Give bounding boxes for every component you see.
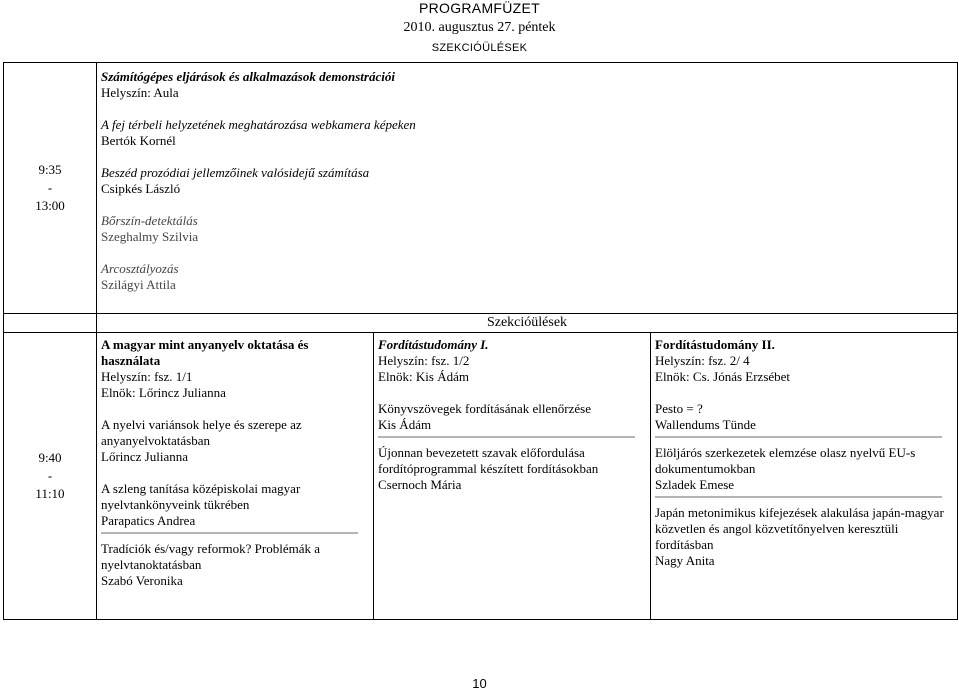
block1-time-start: 9:35 [38, 162, 62, 177]
page-number: 10 [472, 676, 487, 691]
session2-talk-author: Kis Ádám [378, 417, 432, 432]
sessions-heading: Szekcióülések [97, 314, 958, 333]
session3-divider [655, 436, 942, 439]
session2-divider [378, 436, 635, 439]
demo-session-cell [97, 63, 958, 314]
session2-talk-author: Csernoch Mária [378, 477, 462, 492]
session1-talk-author: Lőrincz Julianna [101, 449, 188, 464]
session1-title: A magyar mint anyanyelv oktatása és használata [101, 337, 309, 368]
session3-title: Fordítástudomány II. [655, 337, 775, 352]
session2-chair: Elnök: Kis Ádám [378, 369, 469, 384]
block1-row [4, 63, 958, 314]
session1-talk-author: Parapatics Andrea [101, 513, 196, 528]
session3-talk-author: Szladek Emese [655, 477, 735, 492]
block1-time-end: 13:00 [35, 198, 65, 213]
session3-location: Helyszín: fsz. 2/ 4 [655, 353, 750, 368]
session3-talk-author: Wallendums Tünde [655, 417, 756, 432]
session1-chair: Elnök: Lőrincz Julianna [101, 385, 226, 400]
block1-time [4, 63, 97, 314]
demo-talk-title: Bőrszín-detektálás [101, 213, 198, 228]
demo-talk-title: A fej térbeli helyzetének meghatározása webkamera képeken [101, 117, 416, 132]
sessions-heading-row [4, 314, 958, 333]
session1-talk-title: A nyelvi variánsok helye és szerepe az anyanyelvoktatásban [101, 417, 302, 448]
section-label: SZEKCIÓÜLÉSEK [431, 42, 528, 54]
demo-talk-author: Szilágyi Attila [101, 277, 176, 292]
session1-divider [101, 532, 358, 535]
session-col-2 [374, 333, 651, 620]
session2-talk-title: Újonnan bevezetett szavak előfordulása fordítóprogrammal készített fordításokban [378, 445, 599, 476]
block2-time [4, 333, 97, 620]
session2-talk-title: Könyvszövegek fordításának ellenőrzése [378, 401, 591, 416]
session-col-1 [97, 333, 374, 620]
schedule-table [3, 62, 958, 620]
heading-spacer [4, 314, 97, 333]
session1-talk-author: Szabó Veronika [101, 573, 183, 588]
session3-chair: Elnök: Cs. Jónás Erzsébet [655, 369, 791, 384]
session-col-3 [651, 333, 958, 620]
demo-talk-author: Szeghalmy Szilvia [101, 229, 199, 244]
demo-talk-title: Beszéd prozódiai jellemzőinek valósidejű számítása [101, 165, 370, 180]
session3-talk-title: Elöljárós szerkezetek elemzése olasz nyelvű EU-s dokumentumokban [655, 445, 916, 476]
session3-talk-title: Pesto = ? [655, 401, 703, 416]
session1-location: Helyszín: fsz. 1/1 [101, 369, 193, 384]
session3-talk-title: Japán metonimikus kifejezések alakulása japán-magyar közvetlen és angol közvetítőnyelven keresztüli fordításban [655, 505, 944, 552]
block2-time-start: 9:40 [38, 450, 62, 465]
demo-talk-author: Bertók Kornél [101, 133, 176, 148]
session2-location: Helyszín: fsz. 1/2 [378, 353, 470, 368]
session3-divider [655, 496, 942, 499]
block1-time-sep: - [47, 180, 53, 195]
block2-time-sep: - [47, 468, 53, 483]
session1-talk-title: A szleng tanítása középiskolai magyar nyelvtankönyveink tükrében [101, 481, 301, 512]
session3-talk-author: Nagy Anita [655, 553, 715, 568]
session2-title: Fordítástudomány I. [378, 337, 489, 352]
demo-session-title: Számítógépes eljárások és alkalmazások demonstrációi [101, 69, 395, 84]
demo-session-location: Helyszín: Aula [101, 85, 179, 100]
program-date: 2010. augusztus 27. péntek [403, 20, 556, 35]
demo-talk-title: Arcosztályozás [101, 261, 179, 276]
block2-time-end: 11:10 [35, 486, 65, 501]
program-booklet-title: PROGRAMFÜZET [418, 0, 541, 16]
session1-talk-title: Tradíciók és/vagy reformok? Problémák a nyelvtanoktatásban [101, 541, 321, 572]
demo-talk-author: Csipkés László [101, 181, 181, 196]
block2-row [4, 333, 958, 620]
